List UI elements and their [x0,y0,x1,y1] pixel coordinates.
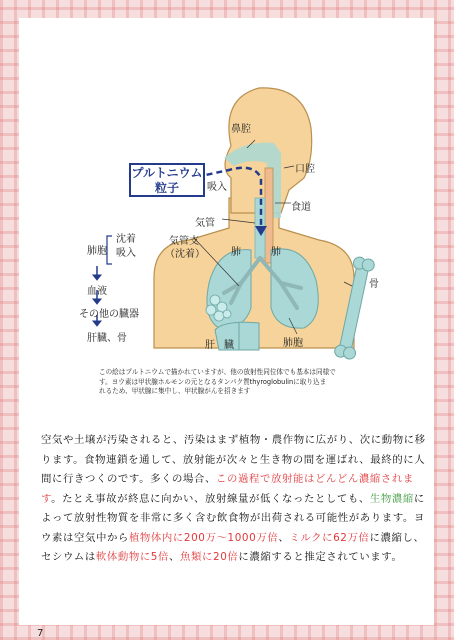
label-trachea: 気管 [195,218,215,229]
body-s3: 。たとえ事故が終息に向かい、放射線量が低くなったとしても、 [51,492,370,505]
body-highlight-fish: 魚類に20倍 [180,551,239,564]
body-highlight-milk: ミルクに62万倍 [289,531,370,544]
label-lung-right: 肺 [271,247,281,258]
body-paragraph [41,431,431,568]
label-alveoli: 肺胞 [283,338,303,349]
flow-blood: 血液 [87,286,107,297]
label-bronchus: 気管支 [169,236,199,247]
liver-shape [215,322,259,350]
label-esophagus: 食道 [291,202,311,213]
body-s11: 、 [169,551,181,564]
caption-line1: この絵はプルトニウムで描かれていますが、他の放射性同位体でも基本は同様で [99,368,336,376]
label-kidney: 臓 [224,340,234,351]
caption-line3: れるため、甲状腺に集中し、甲状腺がんを招きます [99,387,251,395]
callout-line2: 粒子 [154,181,179,195]
body-highlight-bioaccumulation: 生物濃縮 [369,492,414,505]
flow-bracket [107,236,112,264]
body-s5: によって放射性物質を非常に多く含む飲食物が出荷される可能性があります。ヨウ素は空気中から [41,492,425,544]
body-highlight-plants: 植物体内に200万～1000万倍 [128,531,279,544]
label-bronchus-deposit: （沈着） [165,249,205,260]
page [19,18,434,639]
label-nasal-cavity: 鼻腔 [231,124,251,135]
flow-inhale: 吸入 [116,248,136,259]
flow-deposit: 沈着 [116,234,136,245]
callout-line1: プルトニウム [131,166,203,180]
body-s1: 空気や土壌が汚染されると、汚染はまず植物・農作物に広がり、次に動物に移ります。食物連鎖を通して、放射能が次々と生き物の間を運ばれ、最終的に人間に行きつくのです。多くの場合、 [41,434,426,486]
label-inhale: 吸入 [207,182,227,193]
label-bone: 骨 [369,279,379,290]
plutonium-particle-callout [129,163,205,197]
body-s7: 、 [278,531,290,544]
page-number: 7 [37,628,44,639]
caption-line2: す。ヨウ素は甲状腺ホルモンの元となるタンパク質thyroglobulinに取り込ま [99,377,327,386]
label-lung-left: 肺 [231,247,241,258]
body-s9: に濃縮し、セシウムは [41,531,425,564]
flow-alveoli: 肺胞 [87,246,107,257]
label-liver: 肝 [205,340,215,351]
body-highlight-mollusks: 軟体動物に5倍 [95,551,170,564]
flow-liver-bone: 肝臓、骨 [87,333,127,344]
body-s13: に濃縮すると推定されています。 [238,551,403,564]
figure-caption [99,368,399,397]
label-mouth: 口腔 [295,164,315,175]
body-highlight-concentration: この過程で放射能はどんどん濃縮されます [41,473,414,505]
flow-other-organs: その他の臓器 [79,309,139,320]
